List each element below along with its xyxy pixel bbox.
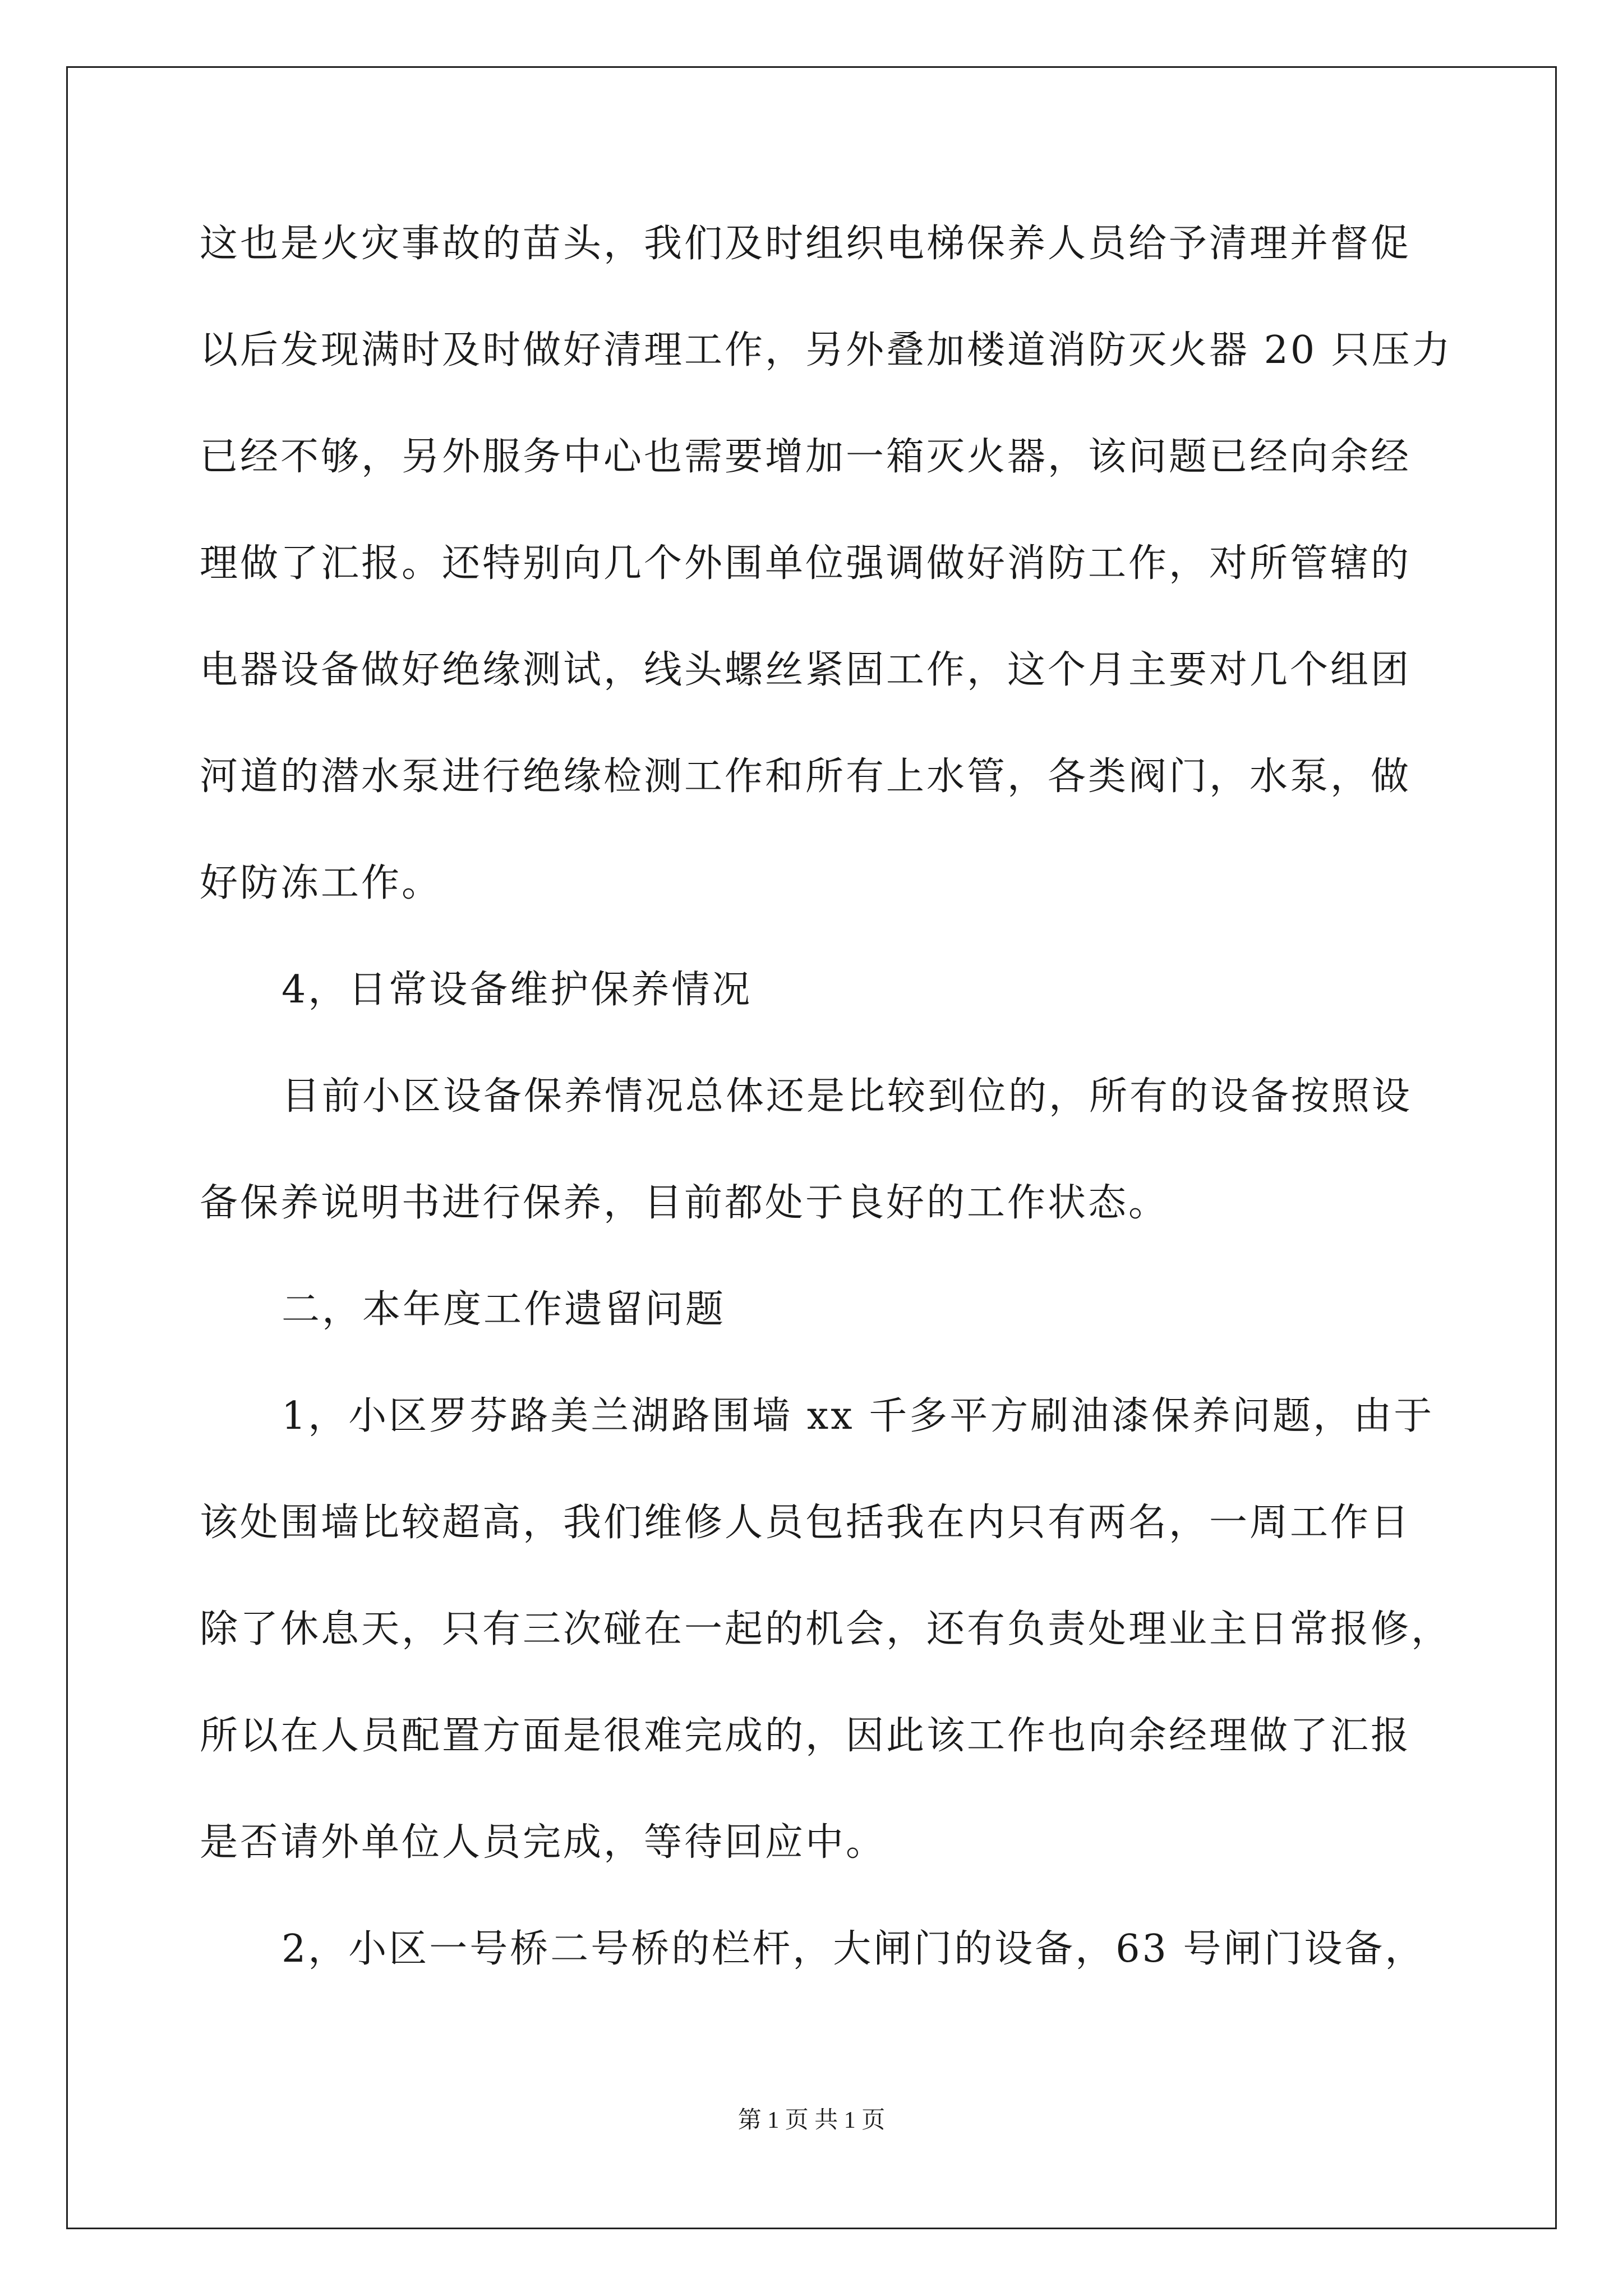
text-line: 河道的潜水泵进行绝缘检测工作和所有上水管，各类阀门，水泵，做 xyxy=(200,754,1412,799)
text-line: 电器设备做好绝缘测试，线头螺丝紧固工作，这个月主要对几个组团 xyxy=(200,648,1412,692)
text-line: 该处围墙比较超高，我们维修人员包括我在内只有两名，一周工作日 xyxy=(200,1501,1412,1545)
text-line: 目前小区设备保养情况总体还是比较到位的，所有的设备按照设 xyxy=(282,1074,1413,1119)
section-heading: 二，本年度工作遗留问题 xyxy=(282,1287,726,1332)
text-line: 好防冻工作。 xyxy=(200,861,442,905)
text-line: 1，小区罗芬路美兰湖路围墙 xx 千多平方刷油漆保养问题，由于 xyxy=(282,1394,1435,1438)
text-line: 理做了汇报。还特别向几个外围单位强调做好消防工作，对所管辖的 xyxy=(200,541,1412,586)
text-line: 以后发现满时及时做好清理工作，另外叠加楼道消防灭火器 20 只压力 xyxy=(200,328,1453,372)
text-line: 所以在人员配置方面是很难完成的，因此该工作也向余经理做了汇报 xyxy=(200,1714,1412,1758)
text-line: 备保养说明书进行保养，目前都处于良好的工作状态。 xyxy=(200,1181,1169,1225)
text-line: 已经不够，另外服务中心也需要增加一箱灭火器，该问题已经向余经 xyxy=(200,435,1412,479)
text-line: 是否请外单位人员完成，等待回应中。 xyxy=(200,1820,887,1865)
section-heading: 4，日常设备维护保养情况 xyxy=(282,968,753,1012)
text-line: 2，小区一号桥二号桥的栏杆，大闸门的设备，63 号闸门设备， xyxy=(282,1927,1426,1971)
page-footer: 第 1 页 共 1 页 xyxy=(737,2108,886,2133)
text-line: 这也是火灾事故的苗头，我们及时组织电梯保养人员给予清理并督促 xyxy=(200,222,1412,266)
document-body xyxy=(200,216,1453,2028)
text-line: 除了休息天，只有三次碰在一起的机会，还有负责处理业主日常报修， xyxy=(200,1607,1452,1651)
